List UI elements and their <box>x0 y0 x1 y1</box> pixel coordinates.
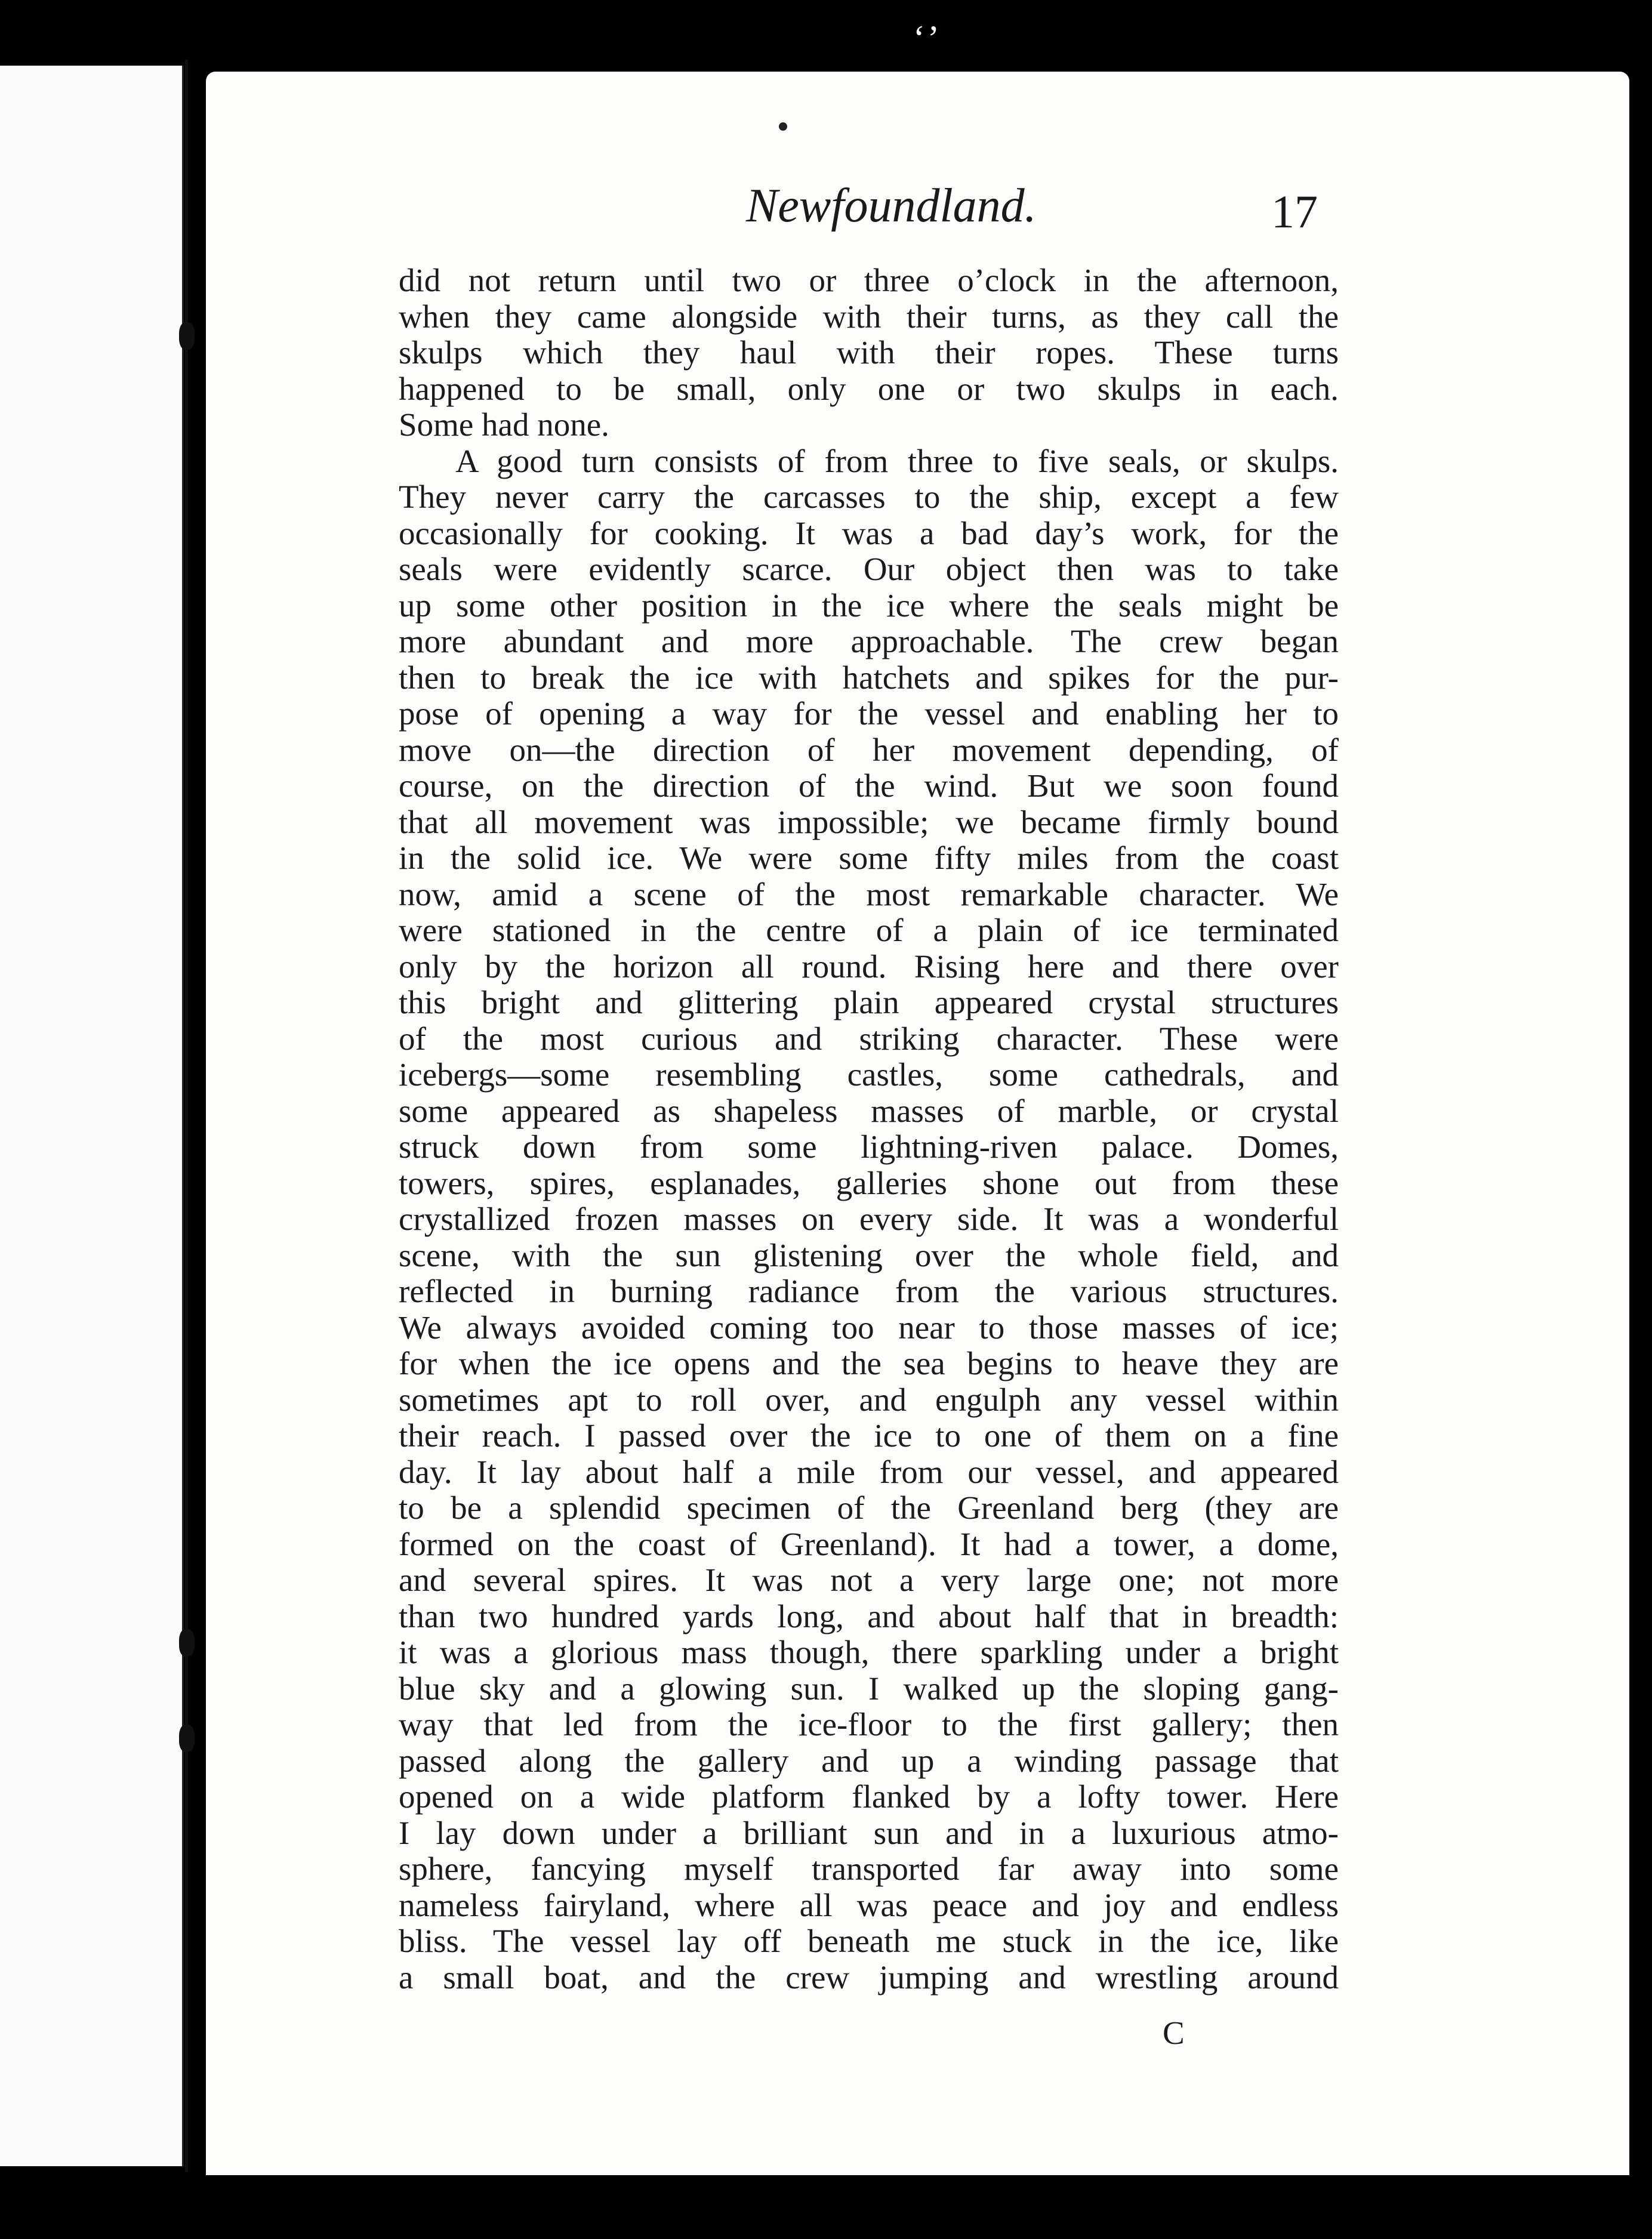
top-mark: ‘’ <box>913 18 942 58</box>
text-line: occasionally for cooking. It was a bad day’s work, for the <box>399 515 1339 551</box>
text-line: I lay down under a brilliant sun and in a luxurious atmo- <box>399 1815 1339 1851</box>
text-line: struck down from some lightning-riven palace. Domes, <box>399 1129 1339 1165</box>
binding-stitch <box>179 1629 195 1657</box>
running-head: Newfoundland. <box>746 180 1037 232</box>
text-line: only by the horizon all round. Rising here and there over <box>399 948 1339 985</box>
text-line: and several spires. It was not a very large one; not more <box>399 1562 1339 1598</box>
binding-stitch <box>179 322 195 350</box>
page-number: 17 <box>1271 186 1318 238</box>
text-line: some appeared as shapeless masses of marble, or crystal <box>399 1093 1339 1129</box>
text-line: now, amid a scene of the most remarkable character. We <box>399 876 1339 912</box>
book-binding <box>179 60 193 2172</box>
facing-page-edge <box>0 66 184 2166</box>
text-line: crystallized frozen masses on every side. It was a wonderful <box>399 1201 1339 1237</box>
text-line: then to break the ice with hatchets and spikes for the pur- <box>399 659 1339 696</box>
text-line: seals were evidently scarce. Our object then was to take <box>399 551 1339 587</box>
text-line: sometimes apt to roll over, and engulph any vessel within <box>399 1381 1339 1418</box>
text-line: move on—the direction of her movement depending, of <box>399 732 1339 768</box>
text-line: pose of opening a way for the vessel and enabling her to <box>399 696 1339 732</box>
text-line: skulps which they haul with their ropes. These turns <box>399 335 1339 371</box>
text-line: day. It lay about half a mile from our vessel, and appeared <box>399 1454 1339 1490</box>
text-line: a small boat, and the crew jumping and wrestling around <box>399 1959 1339 1996</box>
text-line: that all movement was impossible; we became firmly bound <box>399 804 1339 840</box>
text-line: They never carry the carcasses to the ship, except a few <box>399 479 1339 515</box>
text-line: than two hundred yards long, and about half that in breadth: <box>399 1598 1339 1634</box>
text-line: course, on the direction of the wind. But we soon found <box>399 768 1339 804</box>
text-line: scene, with the sun glistening over the whole field, and <box>399 1237 1339 1273</box>
text-line: Some had none. <box>399 407 609 443</box>
text-line: bliss. The vessel lay off beneath me stuck in the ice, like <box>399 1923 1339 1959</box>
text-line: opened on a wide platform flanked by a lofty tower. Here <box>399 1779 1339 1815</box>
body-text <box>399 263 1339 1996</box>
text-line: up some other position in the ice where the seals might be <box>399 587 1339 624</box>
text-line: this bright and glittering plain appeared crystal structures <box>399 985 1339 1020</box>
text-line: nameless fairyland, where all was peace and joy and endless <box>399 1887 1339 1923</box>
text-line: A good turn consists of from three to five seals, or skulps. <box>455 443 1339 479</box>
text-line: blue sky and a glowing sun. I walked up the sloping gang- <box>399 1670 1339 1707</box>
binding-thread <box>185 60 188 2172</box>
text-line: passed along the gallery and up a winding passage that <box>399 1743 1339 1779</box>
text-line: icebergs—some resembling castles, some cathedrals, and <box>399 1057 1339 1093</box>
text-line: formed on the coast of Greenland). It had a tower, a dome, <box>399 1526 1339 1562</box>
page-dot <box>779 122 787 131</box>
text-line: towers, spires, esplanades, galleries shone out from these <box>399 1165 1339 1201</box>
text-line: more abundant and more approachable. The crew began <box>399 624 1339 659</box>
text-line: in the solid ice. We were some fifty miles from the coast <box>399 840 1339 876</box>
binding-stitch <box>179 1725 195 1752</box>
text-line: their reach. I passed over the ice to one of them on a fine <box>399 1418 1339 1454</box>
text-line: to be a splendid specimen of the Greenland berg (they are <box>399 1490 1339 1526</box>
text-line: of the most curious and striking character. These were <box>399 1020 1339 1057</box>
text-line: when they came alongside with their turns, as they call the <box>399 298 1339 335</box>
text-line: were stationed in the centre of a plain of ice terminated <box>399 912 1339 948</box>
signature-mark: C <box>1163 2015 1185 2051</box>
text-line: sphere, fancying myself transported far away into some <box>399 1851 1339 1887</box>
text-line: way that led from the ice-floor to the first gallery; then <box>399 1707 1339 1743</box>
text-line: it was a glorious mass though, there sparkling under a bright <box>399 1634 1339 1670</box>
text-line: for when the ice opens and the sea begins to heave they are <box>399 1346 1339 1381</box>
text-line: happened to be small, only one or two skulps in each. <box>399 371 1339 407</box>
text-line: did not return until two or three o’clock in the afternoon, <box>399 263 1339 298</box>
text-line: We always avoided coming too near to those masses of ice; <box>399 1309 1339 1346</box>
text-line: reflected in burning radiance from the various structures. <box>399 1273 1339 1309</box>
